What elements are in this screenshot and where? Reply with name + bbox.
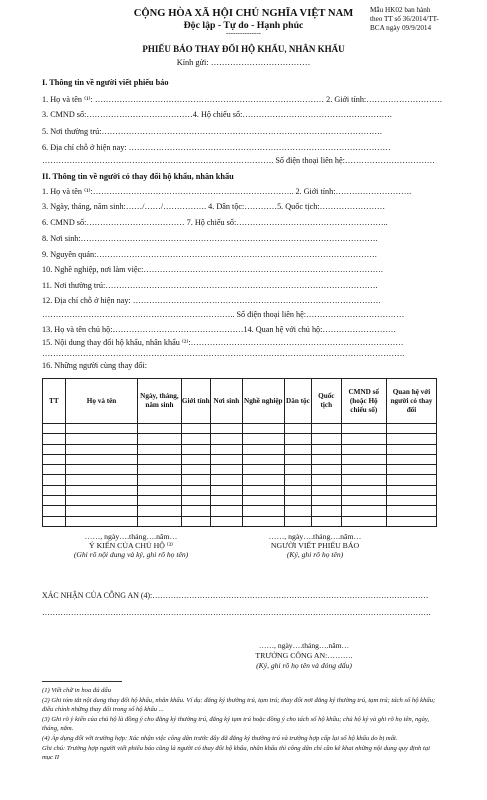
footnote-4: (4) Áp dụng đối với trường hợp: Xác nhận việc công dân trước đây đã đăng ký thường trú và trường hợp cấp lại sổ hộ khẩu do bị mất.: [42, 735, 398, 742]
table-cell[interactable]: [386, 465, 436, 475]
table-cell[interactable]: [242, 496, 284, 506]
table-cell[interactable]: [242, 506, 284, 516]
table-cell[interactable]: [341, 424, 386, 434]
col-header-ethnicity: Dân tộc: [284, 379, 311, 424]
national-motto: Độc lập - Tự do - Hạnh phúc: [183, 20, 304, 31]
table-cell[interactable]: [138, 506, 181, 516]
table-cell[interactable]: [211, 465, 243, 475]
table-row: [43, 434, 437, 444]
table-cell[interactable]: [65, 434, 138, 444]
col-header-birthplace: Nơi sinh: [211, 379, 243, 424]
table-cell[interactable]: [181, 434, 211, 444]
col-header-occupation: Nghề nghiệp: [242, 379, 284, 424]
table-cell[interactable]: [312, 506, 342, 516]
head-sign-note: (Ghi rõ nội dung và ký, ghi rõ họ tên): [73, 550, 189, 559]
table-cell[interactable]: [386, 434, 436, 444]
col-header-tt: TT: [43, 379, 66, 424]
table-cell[interactable]: [181, 485, 211, 495]
table-cell[interactable]: [242, 475, 284, 485]
table-cell[interactable]: [181, 506, 211, 516]
table-cell[interactable]: [341, 454, 386, 464]
table-cell[interactable]: [181, 454, 211, 464]
police-confirmation-cont[interactable]: ………………………………………………………………………………………………………………………………….: [42, 608, 431, 617]
table-row: [43, 496, 437, 506]
table-cell[interactable]: [138, 485, 181, 495]
table-cell[interactable]: [181, 475, 211, 485]
table-cell[interactable]: [65, 444, 138, 454]
field-person-birth[interactable]: 3. Ngày, tháng, năm sinh:……/……/……………. 4. Dân tộc:…………5. Quốc tịch:……………………: [42, 202, 386, 211]
table-cell[interactable]: [284, 506, 311, 516]
table-cell[interactable]: [43, 516, 66, 526]
table-cell[interactable]: [242, 516, 284, 526]
table-cell[interactable]: [386, 475, 436, 485]
table-header-row: [43, 379, 437, 424]
form-code-line-3: BCA ngày 09/9/2014: [370, 24, 432, 32]
field-change-content[interactable]: 15. Nội dung thay đổi hộ khẩu, nhân khẩu ⁽²⁾:……………………………………………………………………: [42, 338, 404, 347]
table-cell[interactable]: [312, 434, 342, 444]
table-row: [43, 485, 437, 495]
table-cell[interactable]: [386, 444, 436, 454]
table-cell[interactable]: [65, 516, 138, 526]
people-table: [42, 378, 437, 527]
table-cell[interactable]: [211, 516, 243, 526]
table-cell[interactable]: [43, 444, 66, 454]
col-header-nationality: Quốc tịch: [312, 379, 342, 424]
people-changing-label: 16. Những người cùng thay đổi:: [42, 361, 148, 370]
table-cell[interactable]: [211, 434, 243, 444]
field-household-head[interactable]: 13. Họ và tên chủ hộ:…………………………………………14. Quan hệ với chủ hộ:………………………: [42, 325, 397, 334]
table-cell[interactable]: [181, 424, 211, 434]
table-cell[interactable]: [284, 465, 311, 475]
table-cell[interactable]: [65, 465, 138, 475]
table-cell[interactable]: [211, 424, 243, 434]
table-cell[interactable]: [341, 444, 386, 454]
section-2-title: II. Thông tin về người có thay đổi hộ khẩu, nhân khẩu: [42, 172, 234, 181]
table-cell[interactable]: [341, 496, 386, 506]
table-cell[interactable]: [284, 475, 311, 485]
table-cell[interactable]: [242, 465, 284, 475]
police-chief-title: TRƯỞNG CÔNG AN:……….: [255, 651, 353, 660]
table-cell[interactable]: [341, 485, 386, 495]
table-cell[interactable]: [386, 506, 436, 516]
table-cell[interactable]: [211, 475, 243, 485]
footnote-3: (3) Ghi rõ ý kiến của chủ hộ là đồng ý cho đăng ký thường trú, đăng ký tạm trú hoặc đồng ý cho tách sổ hộ khẩu; chủ hộ ký và ghi rõ họ tên, ngày, tháng, năm.: [42, 716, 430, 732]
table-cell[interactable]: [312, 424, 342, 434]
table-cell[interactable]: [284, 454, 311, 464]
form-code-line-1: Mẫu HK02 ban hành: [370, 6, 431, 14]
head-sign-title: Ý KIẾN CỦA CHỦ HỘ ⁽³⁾: [89, 541, 173, 550]
col-header-name: Họ và tên: [65, 379, 138, 424]
table-cell[interactable]: [65, 424, 138, 434]
table-cell[interactable]: [386, 496, 436, 506]
head-sign-date: ……, ngày….tháng….năm…: [84, 532, 178, 541]
table-body: [43, 424, 437, 527]
table-row: [43, 475, 437, 485]
table-cell[interactable]: [65, 454, 138, 464]
table-cell[interactable]: [386, 516, 436, 526]
table-cell[interactable]: [284, 444, 311, 454]
field-occupation[interactable]: 10. Nghề nghiệp, nơi làm việc:…………………………………………………………………………….: [42, 265, 383, 274]
section-1-title: I. Thông tin về người viết phiếu báo: [42, 78, 169, 87]
table-cell[interactable]: [242, 424, 284, 434]
table-cell[interactable]: [211, 444, 243, 454]
field-person-id[interactable]: 6. CMND số:……………………………… 7. Hộ chiếu số:………………………………………………..: [42, 218, 388, 227]
table-cell[interactable]: [138, 465, 181, 475]
footnote-2: (2) Ghi tóm tắt nội dung thay đổi hộ khẩu, nhân khẩu. Ví dụ: đăng ký thường trú, tạm trú; thay đổi nơi đăng ký thường trú, tạm trú; tách sổ hộ khẩu; điều chỉnh những thay đổi trong sổ hộ khẩu ...: [42, 697, 436, 713]
table-cell[interactable]: [312, 475, 342, 485]
table-row: [43, 465, 437, 475]
field-reporter-name[interactable]: 1. Họ và tên ⁽¹⁾: ………………………………………………………………………… 2. Giới tính:……………………….: [42, 95, 442, 104]
police-note: (Ký, ghi rõ họ tên và đóng dấu): [256, 661, 352, 670]
table-cell[interactable]: [138, 516, 181, 526]
table-row: [43, 506, 437, 516]
table-row: [43, 444, 437, 454]
field-current-address[interactable]: 12. Địa chỉ chỗ ở hiện nay: ……………………………………………………………………………….: [42, 296, 381, 305]
col-header-relation: Quan hệ với người có thay đổi: [386, 379, 436, 424]
table-cell[interactable]: [242, 434, 284, 444]
table-cell[interactable]: [312, 485, 342, 495]
table-cell[interactable]: [211, 496, 243, 506]
col-header-id: CMND số (hoặc Hộ chiếu số): [341, 379, 386, 424]
table-cell[interactable]: [43, 434, 66, 444]
footnote-divider: [42, 681, 122, 682]
table-cell[interactable]: [242, 485, 284, 495]
table-cell[interactable]: [181, 444, 211, 454]
field-hometown[interactable]: 9. Nguyên quán:………………………………………………………………………………………….: [42, 250, 377, 259]
table-cell[interactable]: [284, 496, 311, 506]
table-cell[interactable]: [341, 434, 386, 444]
col-header-gender: Giới tính: [181, 379, 211, 424]
table-cell[interactable]: [341, 506, 386, 516]
table-cell[interactable]: [211, 454, 243, 464]
footnote-note: Ghi chú: Trường hợp người viết phiếu báo cũng là người có thay đổi hộ khẩu, nhân khẩu thì công dân chỉ cần kê khai những nội dung quy định tại mục II: [42, 745, 430, 761]
table-cell[interactable]: [284, 485, 311, 495]
table-cell[interactable]: [211, 485, 243, 495]
reporter-sign-date: ……, ngày….tháng….năm…: [268, 532, 362, 541]
table-cell[interactable]: [242, 444, 284, 454]
field-person-name[interactable]: 1. Họ và tên ⁽¹⁾:……………………………………………………………….. 2. Giới tính:……………………….: [42, 187, 412, 196]
table-cell[interactable]: [242, 454, 284, 464]
table-cell[interactable]: [138, 454, 181, 464]
police-date: ……, ngày….tháng….năm…: [258, 641, 350, 650]
table-cell[interactable]: [341, 475, 386, 485]
table-cell[interactable]: [211, 506, 243, 516]
table-cell[interactable]: [284, 434, 311, 444]
table-cell[interactable]: [312, 516, 342, 526]
table-cell[interactable]: [43, 465, 66, 475]
table-row: [43, 454, 437, 464]
col-header-dob: Ngày, tháng, năm sinh: [138, 379, 181, 424]
form-code-block: [370, 6, 439, 33]
table-cell[interactable]: [138, 475, 181, 485]
table-cell[interactable]: [312, 444, 342, 454]
table-cell[interactable]: [138, 444, 181, 454]
table-cell[interactable]: [181, 496, 211, 506]
table-cell[interactable]: [65, 485, 138, 495]
table-cell[interactable]: [284, 516, 311, 526]
table-cell[interactable]: [312, 465, 342, 475]
field-change-content-cont[interactable]: …………………………………………………………………………………………………………………….: [42, 349, 405, 358]
table-cell[interactable]: [43, 424, 66, 434]
table-cell[interactable]: [138, 434, 181, 444]
footnote-1: (1) Viết chữ in hoa đủ dấu: [42, 687, 112, 694]
table-cell[interactable]: [43, 496, 66, 506]
table-cell[interactable]: [386, 424, 436, 434]
table-cell[interactable]: [386, 454, 436, 464]
table-cell[interactable]: [341, 516, 386, 526]
table-cell[interactable]: [65, 475, 138, 485]
motto-underline: ---------------: [226, 29, 261, 37]
table-cell[interactable]: [312, 454, 342, 464]
table-cell[interactable]: [43, 475, 66, 485]
table-cell[interactable]: [284, 424, 311, 434]
table-cell[interactable]: [43, 506, 66, 516]
table-row: [43, 424, 437, 434]
table-cell[interactable]: [43, 454, 66, 464]
reporter-sign-title: NGƯỜI VIẾT PHIẾU BÁO: [270, 541, 360, 550]
form-title: PHIẾU BÁO THAY ĐỔI HỘ KHẨU, NHÂN KHẨU: [142, 44, 345, 54]
table-cell[interactable]: [138, 424, 181, 434]
table-cell[interactable]: [65, 496, 138, 506]
field-residence[interactable]: 11. Nơi thường trú:……………………………………………………………………………………….: [42, 281, 378, 290]
table-cell[interactable]: [181, 516, 211, 526]
table-cell[interactable]: [138, 496, 181, 506]
table-cell[interactable]: [43, 485, 66, 495]
table-cell[interactable]: [312, 496, 342, 506]
field-birthplace[interactable]: 8. Nơi sinh:……………………………………………………………………………………………….: [42, 234, 378, 243]
table-cell[interactable]: [386, 485, 436, 495]
field-reporter-residence[interactable]: 5. Nơi thường trú:………………………………………………………………………………………….: [42, 127, 382, 136]
field-reporter-phone[interactable]: …………………………………………………………………………. Số điện thoại liên hệ:……………………………: [42, 156, 435, 165]
table-cell[interactable]: [341, 465, 386, 475]
field-person-phone[interactable]: …………………………………………………………….. Số điện thoại liên hệ:………………………………: [42, 310, 405, 319]
police-confirmation[interactable]: XÁC NHẬN CỦA CÔNG AN (4):……………………………………………………………………………………………: [42, 591, 429, 600]
form-code-line-2: theo TT số 36/2014/TT-: [370, 15, 439, 23]
table-cell[interactable]: [181, 465, 211, 475]
field-reporter-id[interactable]: 3. CMND số:…………………………………4. Hộ chiếu số:……………………………………………….: [42, 110, 392, 119]
table-cell[interactable]: [65, 506, 138, 516]
reporter-sign-note: (Ký, ghi rõ họ tên): [286, 550, 344, 559]
table-row: [43, 516, 437, 526]
footnotes: [42, 686, 442, 763]
country-name: CỘNG HÒA XÃ HỘI CHỦ NGHĨA VIỆT NAM: [133, 8, 354, 19]
field-reporter-address[interactable]: 6. Địa chỉ chỗ ở hiện nay: ……………………………………………………………………………………: [42, 143, 391, 152]
recipient-line: Kính gửi: ………………………………: [176, 58, 311, 67]
